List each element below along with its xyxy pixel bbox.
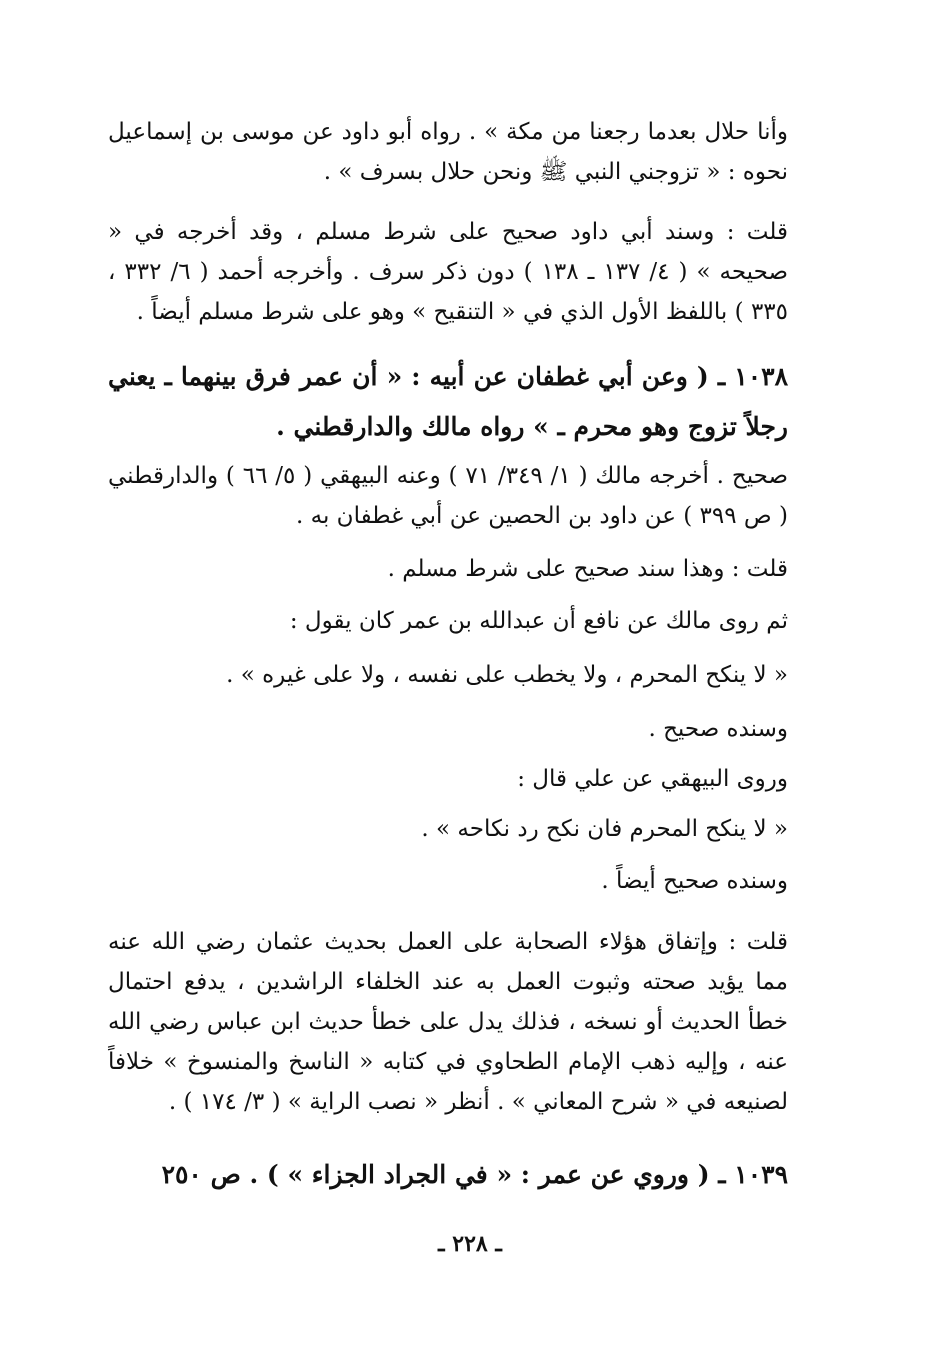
paragraph-commentary-abu-dawud: قلت : وسند أبي داود صحيح على شرط مسلم ، وقد أخرجه في « صحيحه » ( ٤/ ١٣٧ ـ ١٣٨ ) دون ذكر سرف . وأخرجه أحمد ( ٦/ ٣٣٢ ، ٣٣٥ ) باللفظ الأول الذي في « التنقيح » وهو على شرط مسلم أيضاً .	[108, 219, 788, 325]
hadith-1038-heading: ١٠٣٨ ـ ( وعن أبي غطفان عن أبيه : « أن عمر فرق بينهما ـ يعني رجلاً تزوج وهو محرم ـ » رواه مالك والدارقطني .	[108, 362, 788, 441]
paragraph-takhrij-1038: صحيح . أخرجه مالك ( ١/ ٣٤٩/ ٧١ ) وعنه البيهقي ( ٥/ ٦٦ ) والدارقطني ( ص ٣٩٩ ) عن داود بن الحصين عن أبي غطفان به .	[108, 463, 789, 529]
paragraph-continuation: وأنا حلال بعدما رجعنا من مكة » . رواه أبو داود عن موسى بن إسماعيل نحوه : « تزوجني النبي ﷺ ونحن حلال بسرف » .	[108, 119, 788, 185]
line-malik-nafi: ثم روى مالك عن نافع أن عبدالله بن عمر كان يقول :	[289, 608, 788, 634]
page-number: ـ ٢٢٨ ـ	[438, 1231, 502, 1257]
line-sanad-sahih: قلت : وهذا سند صحيح على شرط مسلم .	[387, 556, 788, 582]
line-bayhaqi-ali: وروى البيهقي عن علي قال :	[517, 766, 788, 792]
line-sanad-sahih-3: وسنده صحيح أيضاً .	[601, 868, 788, 894]
hadith-1039-heading: ١٠٣٩ ـ ( وروي عن عمر : « في الجراد الجزاء » ) . ص ٢٥٠	[161, 1160, 788, 1189]
line-quote-la-yankih: « لا ينكح المحرم ، ولا يخطب على نفسه ، ولا على غيره » .	[226, 662, 788, 688]
line-sanad-sahih-2: وسنده صحيح .	[648, 716, 788, 742]
line-quote-radd-nikah: « لا ينكح المحرم فان نكح رد نكاحه » .	[421, 816, 788, 842]
paragraph-conclusion: قلت : وإتفاق هؤلاء الصحابة على العمل بحديث عثمان رضي الله عنه مما يؤيد صحته وثبوت العمل به عند الخلفاء الراشدين ، يدفع احتمال خطأ الحديث أو نسخه ، فذلك يدل على خطأ حديث ابن عباس رضي الله عنه ، وإليه ذهب الإمام الطحاوي في كتابه « الناسخ والمنسوخ » خلافاً لصنيعه في « شرح المعاني » . أنظر « نصب الراية » ( ٣/ ١٧٤ ) .	[108, 929, 788, 1115]
